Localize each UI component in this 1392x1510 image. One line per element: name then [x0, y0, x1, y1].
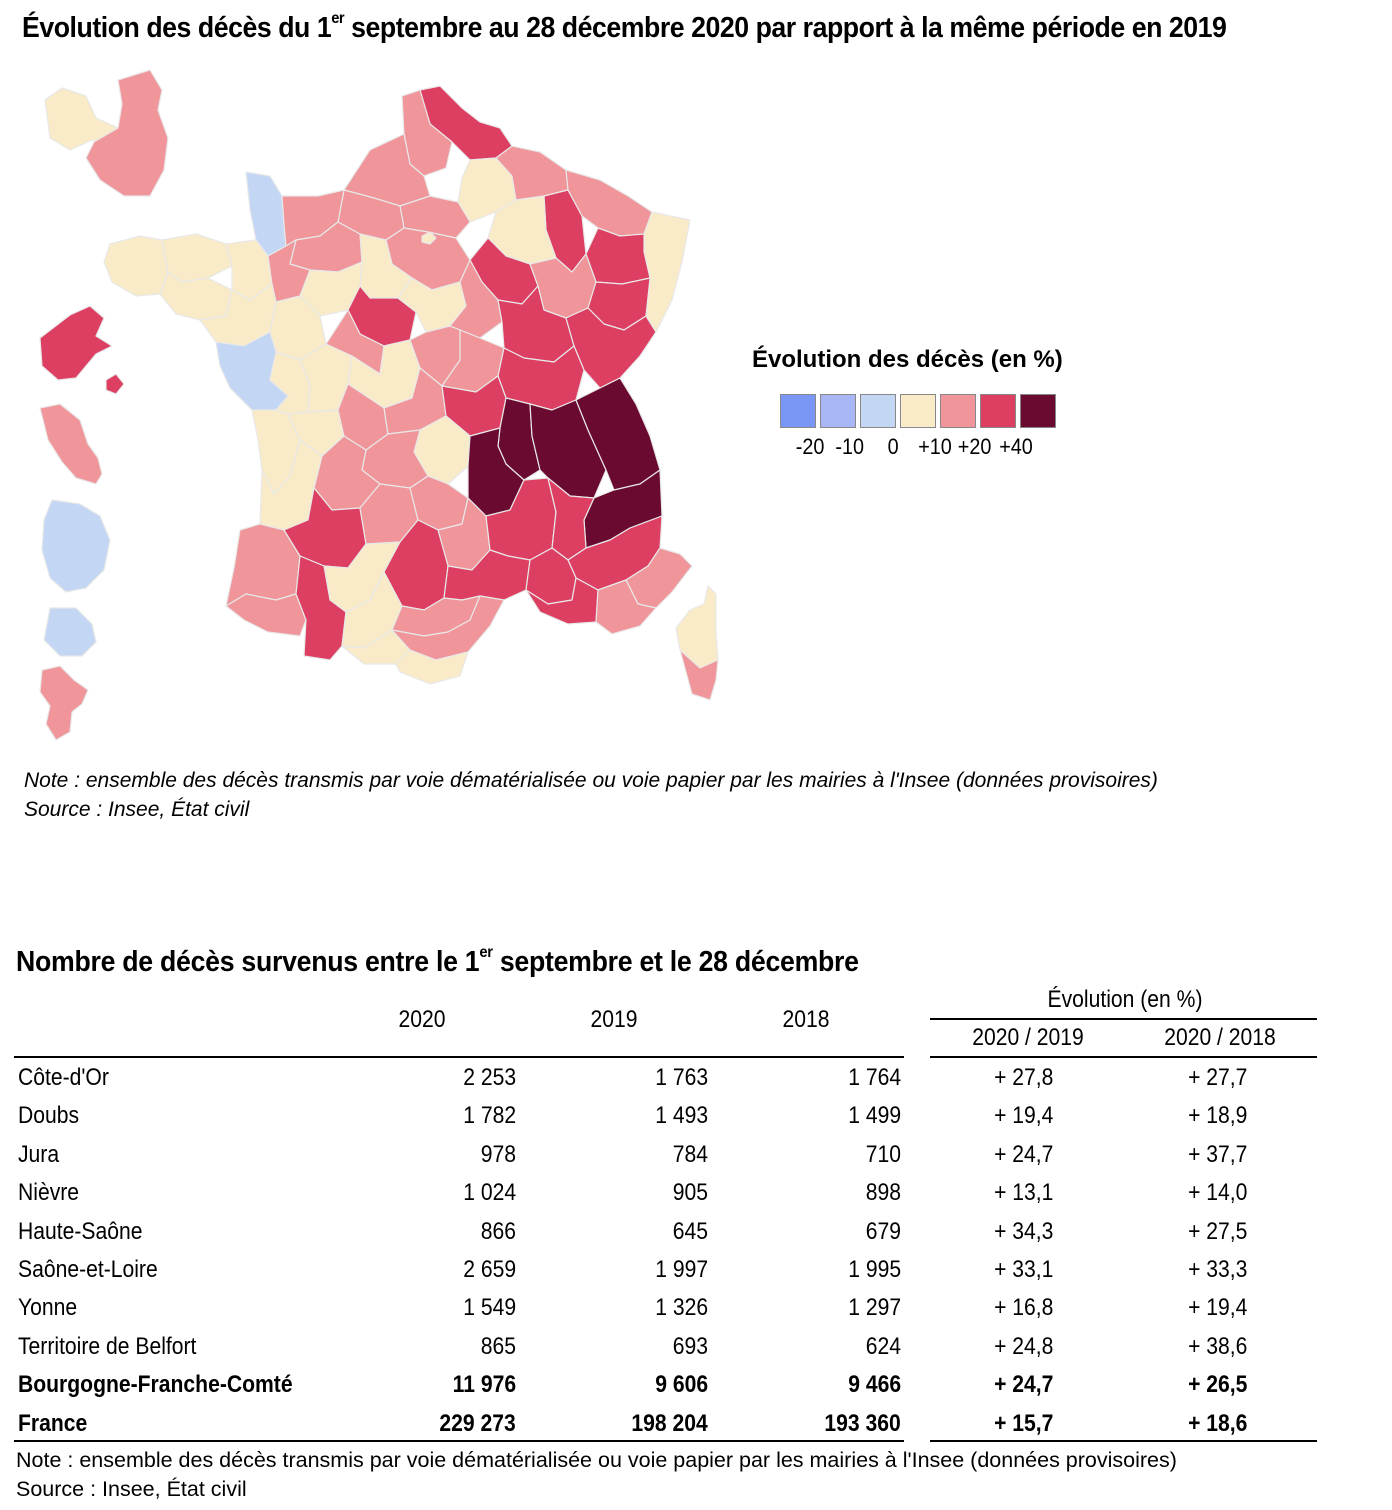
region-reunion: [44, 608, 96, 656]
map-title: Évolution des décès du 1er septembre au 28 décembre 2020 par rapport à la même période en 2019: [22, 10, 1227, 44]
cell-e1: + 16,8: [993, 1294, 1053, 1321]
region-guyane: [40, 404, 102, 484]
cell-name: Bourgogne-Franche-Comté: [18, 1371, 293, 1398]
legend-swatch-6: [1020, 394, 1056, 428]
legend-label-2: 0: [887, 434, 899, 459]
cell-e1: + 24,7: [993, 1371, 1053, 1398]
cell-v2020: 1 024: [463, 1179, 516, 1206]
cell-name: Haute-Saône: [18, 1218, 143, 1245]
cell-e1: + 33,1: [993, 1256, 1053, 1283]
cell-e2: + 27,5: [1187, 1218, 1247, 1245]
cell-v2020: 2 659: [463, 1256, 516, 1283]
cell-v2020: 978: [480, 1141, 516, 1168]
cell-e1: + 24,8: [993, 1333, 1053, 1360]
cell-e2: + 14,0: [1187, 1179, 1247, 1206]
region-alsace: [644, 212, 690, 332]
cell-v2019: 1 763: [655, 1064, 708, 1091]
cell-e1: + 24,7: [993, 1141, 1053, 1168]
table-title: Nombre de décès survenus entre le 1er septembre et le 28 décembre: [16, 944, 859, 978]
legend-swatch-2: [860, 394, 896, 428]
cell-v2020: 229 273: [439, 1410, 516, 1437]
map-legend: [752, 346, 1063, 459]
legend-swatch-3: [900, 394, 936, 428]
cell-name: Côte-d'Or: [18, 1064, 109, 1091]
cell-v2018: 193 360: [824, 1410, 901, 1437]
rule-header-left: [14, 1056, 904, 1058]
table-note: [16, 1446, 1177, 1504]
cell-v2020: 1 782: [463, 1102, 516, 1129]
cell-e2: + 18,6: [1187, 1410, 1247, 1437]
cell-name: Yonne: [18, 1294, 78, 1321]
cell-v2019: 905: [672, 1179, 708, 1206]
legend-swatches: [780, 394, 1056, 428]
cell-v2018: 9 466: [848, 1371, 901, 1398]
rule-bottom-left: [14, 1440, 904, 1442]
cell-v2019: 645: [672, 1218, 708, 1245]
cell-name: Nièvre: [18, 1179, 80, 1206]
legend-label-3: +10: [918, 434, 952, 459]
cell-v2019: 9 606: [655, 1371, 708, 1398]
rule-bottom-right: [930, 1440, 1317, 1442]
legend-label-0: -20: [795, 434, 825, 459]
cell-v2019: 1 493: [655, 1102, 708, 1129]
region-martinique: [40, 306, 112, 380]
rule-evolution: [930, 1018, 1317, 1020]
cell-e2: + 38,6: [1187, 1333, 1247, 1360]
header-2020-2019: 2020 / 2019: [972, 1024, 1084, 1051]
cell-v2019: 198 204: [631, 1410, 708, 1437]
rule-header-right: [930, 1056, 1317, 1058]
cell-e2: + 37,7: [1187, 1141, 1247, 1168]
legend-label-5: +40: [999, 434, 1033, 459]
france-departments-map: [0, 60, 740, 750]
cell-v2020: 865: [480, 1333, 516, 1360]
cell-e2: + 26,5: [1187, 1371, 1247, 1398]
header-2019: 2019: [590, 1006, 638, 1033]
cell-e2: + 27,7: [1187, 1064, 1247, 1091]
cell-v2018: 1 995: [848, 1256, 901, 1283]
cell-e1: + 19,4: [993, 1102, 1053, 1129]
cell-name: France: [18, 1410, 88, 1437]
region-mayotte: [42, 500, 110, 592]
map-note-text: Note : ensemble des décès transmis par voie dématérialisée ou voie papier par les mairies à l'Insee (données provisoires): [24, 769, 1158, 792]
cell-e1: + 13,1: [993, 1179, 1053, 1206]
cell-e1: + 15,7: [993, 1410, 1053, 1437]
cell-v2018: 898: [865, 1179, 901, 1206]
legend-swatch-4: [940, 394, 976, 428]
cell-v2018: 1 297: [848, 1294, 901, 1321]
cell-v2018: 624: [865, 1333, 901, 1360]
region-pyrenees-atlantiques: [226, 594, 306, 636]
map-note: [24, 766, 1158, 824]
cell-v2020: 866: [480, 1218, 516, 1245]
cell-v2020: 11 976: [452, 1371, 516, 1398]
legend-swatch-0: [780, 394, 816, 428]
cell-e2: + 33,3: [1187, 1256, 1247, 1283]
cell-v2019: 784: [672, 1141, 708, 1168]
cell-e2: + 18,9: [1187, 1102, 1247, 1129]
region-dom-south: [40, 666, 88, 740]
cell-v2019: 1 997: [655, 1256, 708, 1283]
cell-v2019: 693: [672, 1333, 708, 1360]
region-vosges: [586, 228, 650, 284]
header-2020-2018: 2020 / 2018: [1164, 1024, 1276, 1051]
cell-v2020: 2 253: [463, 1064, 516, 1091]
region-finistere: [104, 236, 168, 296]
header-evolution: Évolution (en %): [1047, 986, 1203, 1013]
legend-label-1: -10: [835, 434, 865, 459]
cell-name: Jura: [18, 1141, 60, 1168]
header-2018: 2018: [782, 1006, 830, 1033]
cell-e2: + 19,4: [1187, 1294, 1247, 1321]
cell-v2018: 679: [865, 1218, 901, 1245]
table-source-text: Source : Insee, État civil: [16, 1477, 247, 1501]
legend-title: Évolution des décès (en %): [752, 346, 1063, 373]
cell-name: Doubs: [18, 1102, 80, 1129]
cell-e1: + 34,3: [993, 1218, 1053, 1245]
cell-v2019: 1 326: [655, 1294, 708, 1321]
legend-swatch-5: [980, 394, 1016, 428]
legend-swatch-1: [820, 394, 856, 428]
cell-name: Territoire de Belfort: [18, 1333, 197, 1360]
table-note-text: Note : ensemble des décès transmis par voie dématérialisée ou voie papier par les mairies à l'Insee (données provisoires): [16, 1448, 1177, 1472]
cell-v2020: 1 549: [463, 1294, 516, 1321]
cell-v2018: 710: [865, 1141, 901, 1168]
map-source-text: Source : Insee, État civil: [24, 798, 250, 821]
cell-v2018: 1 499: [848, 1102, 901, 1129]
region-martinique-islet: [106, 374, 124, 394]
header-2020: 2020: [398, 1006, 446, 1033]
legend-label-4: +20: [957, 434, 992, 459]
cell-e1: + 27,8: [993, 1064, 1053, 1091]
legend-labels: [776, 434, 1064, 464]
cell-v2018: 1 764: [848, 1064, 901, 1091]
cell-name: Saône-et-Loire: [18, 1256, 158, 1283]
